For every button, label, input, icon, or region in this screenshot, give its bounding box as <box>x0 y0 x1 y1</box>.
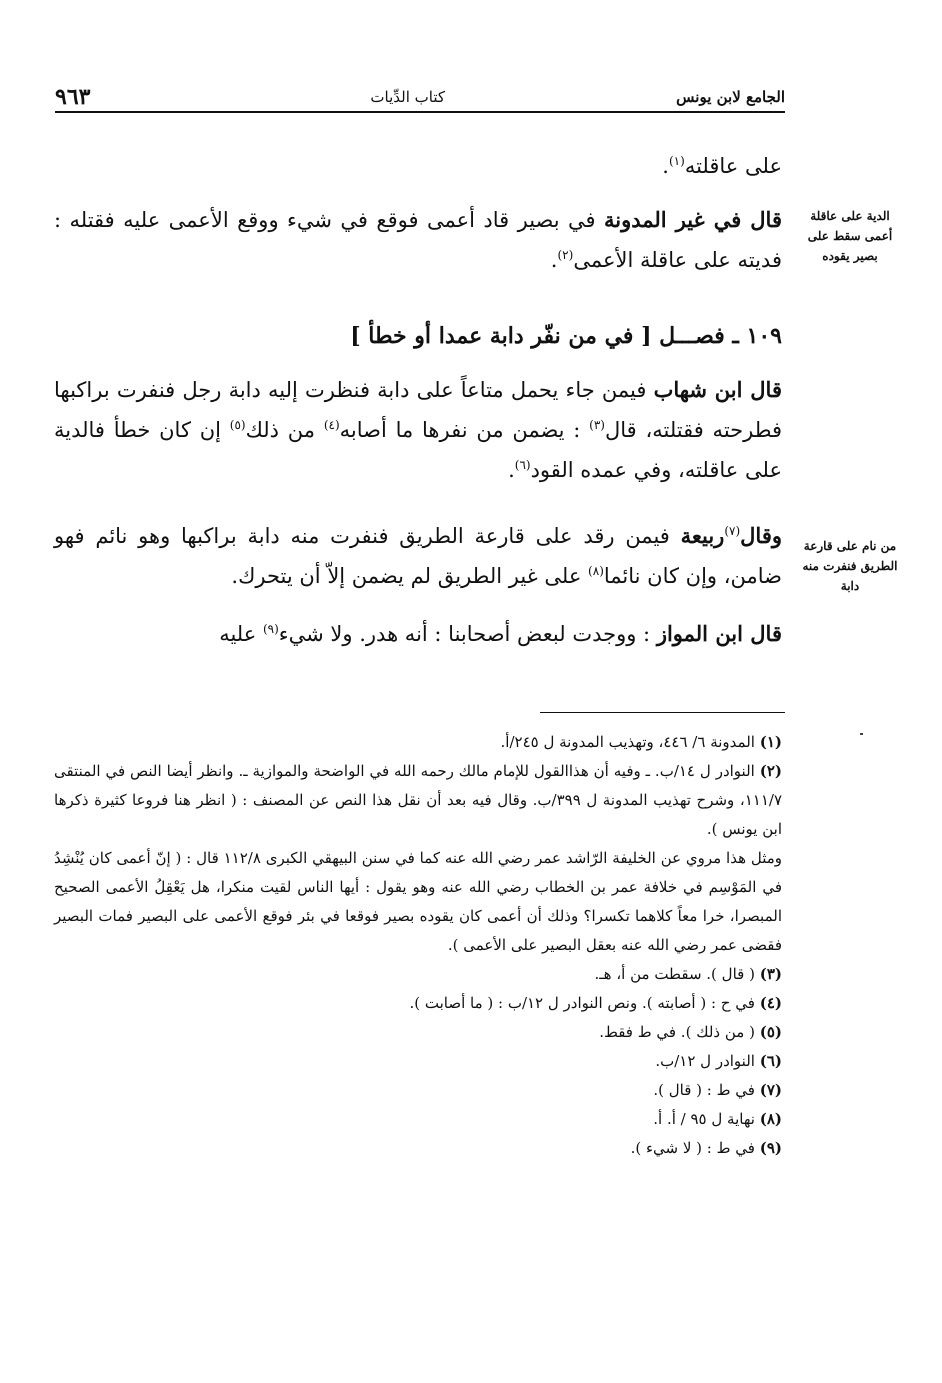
footnotes <box>54 728 782 1163</box>
paragraph-text: فيمن رقد على قارعة الطريق فنفرت منه دابة براكبها وهو نائم فهو ضامن، وإن كان نائما <box>54 524 782 588</box>
paragraph-rabia <box>54 516 782 596</box>
footnote-text: ( من ذلك ). في ط فقط. <box>599 1023 755 1041</box>
footnote <box>54 1018 782 1047</box>
paragraph-lead: قال ابن شهاب <box>653 377 782 402</box>
paragraph-text: على غير الطريق لم يضمن إلاّ أن يتحرك. <box>231 564 589 588</box>
footnote-ref: (٤) <box>323 418 340 432</box>
footnote-text: في ط : ( قال ). <box>653 1081 755 1099</box>
footnote-text: نهاية ل ٩٥ / أ. أ. <box>653 1110 755 1128</box>
footnote-number: (٥) <box>759 1023 782 1041</box>
paragraph-text: إن كان خطأ فالدية على عاقلته، وفي عمده القود <box>54 418 782 482</box>
footnote <box>54 728 782 757</box>
footnote-number: (١) <box>759 733 782 751</box>
footnote-text: في ط : ( لا شيء ). <box>630 1139 755 1157</box>
paragraph-lead: وقال <box>740 523 782 548</box>
footnote <box>54 960 782 989</box>
footnote-number: (٣) <box>759 965 782 983</box>
paragraph-ibn-shihab <box>54 370 782 490</box>
footnote-number: (٢) <box>759 762 782 780</box>
footnote-ref: (٧) <box>724 524 741 538</box>
paragraph-lead: قال ابن المواز <box>656 621 782 646</box>
footnote-ref: (٦) <box>514 458 531 472</box>
paragraph-continuation <box>54 146 782 186</box>
footnote <box>54 989 782 1018</box>
section-heading: ١٠٩ ـ فصـــل [ في من نفّر دابة عمدا أو خطأ ] <box>350 323 782 349</box>
paragraph-text: في بصير قاد أعمى فوقع في شيء ووقع الأعمى عليه فقتله : فديته على عاقلة الأعمى <box>54 208 782 272</box>
punctuation: . <box>662 154 669 178</box>
footnote <box>54 1076 782 1105</box>
footnote-number: (٨) <box>759 1110 782 1128</box>
paragraph-text: : ووجدت لبعض أصحابنا : أنه هدر. ولا شيء <box>278 622 657 646</box>
paragraph-text: فيمن جاء يحمل متاعاً على دابة فنظرت إليه دابة رجل فنفرت براكبها فطرحته فقتلته، قال <box>54 378 782 442</box>
footnote-text: في ح : ( أصابته ). ونص النوادر ل ١٢/ب : ( ما أصابت ). <box>409 994 755 1012</box>
margin-note-blind-liability: الدية على عاقلة أعمى سقط على بصير يقوده <box>807 209 893 263</box>
footnote <box>54 1105 782 1134</box>
footnote-continuation <box>54 844 782 960</box>
footnote-ref: (٥) <box>229 418 246 432</box>
footnote-ref: (٣) <box>589 418 605 432</box>
footnote-ref: (١) <box>668 154 685 168</box>
scan-speck <box>860 733 863 735</box>
footnote-number: (٩) <box>759 1139 782 1157</box>
footnote-text: ومثل هذا مروي عن الخليفة الرّاشد عمر رضي الله عنه كما في سنن البيهقي الكبرى ١١٢/٨ قال : ( إنّ أعمى كان يُنْشِدُ في المَوْسِم في خلافة عمر بن الخطاب رضي الله عنه وهو يقول : أيها الناس لقيت منكرا، هل يَعْقِلُ الأعمى الصحيح المبصرا، خرا معاً كلاهما تكسرا؟ وذلك أن أعمى كان يقوده بصير فوقعا في بئر فوقع الأعمى على البصير فمات البصير فقضى عمر رضي الله عنه بعقل البصير على الأعمى ). <box>54 849 782 954</box>
paragraph-text: على عاقلته <box>684 154 782 178</box>
chapter-title: كتاب الدِّيات <box>370 88 445 106</box>
footnote-separator <box>540 712 785 713</box>
footnote-ref: (٨) <box>588 564 604 578</box>
header-rule <box>55 111 785 113</box>
footnote <box>54 757 782 844</box>
footnote <box>54 1047 782 1076</box>
footnote <box>54 1134 782 1163</box>
footnote-number: (٧) <box>759 1081 782 1099</box>
margin-note-sleeper-road: من نام على قارعة الطريق فنفرت منه دابة <box>802 539 898 593</box>
footnote-text: المدونة ٦/ ٤٤٦، وتهذيب المدونة ل ٢٤٥/أ. <box>500 733 755 751</box>
paragraph-lead: ربيعة <box>680 523 725 548</box>
page-number: ٩٦٣ <box>55 84 91 110</box>
paragraph-ibn-mawaz <box>54 614 782 654</box>
paragraph-text: عليه <box>219 622 263 646</box>
paragraph-lead: قال في غير المدونة <box>604 207 782 232</box>
footnote-text: ( قال ). سقطت من أ، هـ. <box>594 965 755 983</box>
paragraph-text: : يضمن من نفرها ما أصابه <box>339 418 590 442</box>
footnote-text: النوادر ل ١٤/ب. ـ وفيه أن هذاالقول للإمام مالك رحمه الله في الواضحة والموازية ـ. وانظر أيضا النص في المنتقى ١١١/٧، وشرح تهذيب المدونة ل ٣٩٩/ب. وقال فيه بعد أن نقل هذا النص عن المصنف : ( انظر هنا فروعا كثيرة ذكرها ابن يونس ). <box>54 762 782 838</box>
footnote-number: (٦) <box>759 1052 782 1070</box>
footnote-text: النوادر ل ١٢/ب. <box>655 1052 755 1070</box>
footnote-ref: (٩) <box>262 622 279 636</box>
book-title: الجامع لابن يونس <box>676 88 785 106</box>
paragraph-text: من ذلك <box>245 418 324 442</box>
paragraph-blind-guide <box>54 200 782 280</box>
punctuation: . <box>550 248 558 272</box>
running-header <box>55 84 785 110</box>
footnote-number: (٤) <box>759 994 782 1012</box>
punctuation: . <box>508 458 515 482</box>
footnote-ref: (٢) <box>557 248 574 262</box>
